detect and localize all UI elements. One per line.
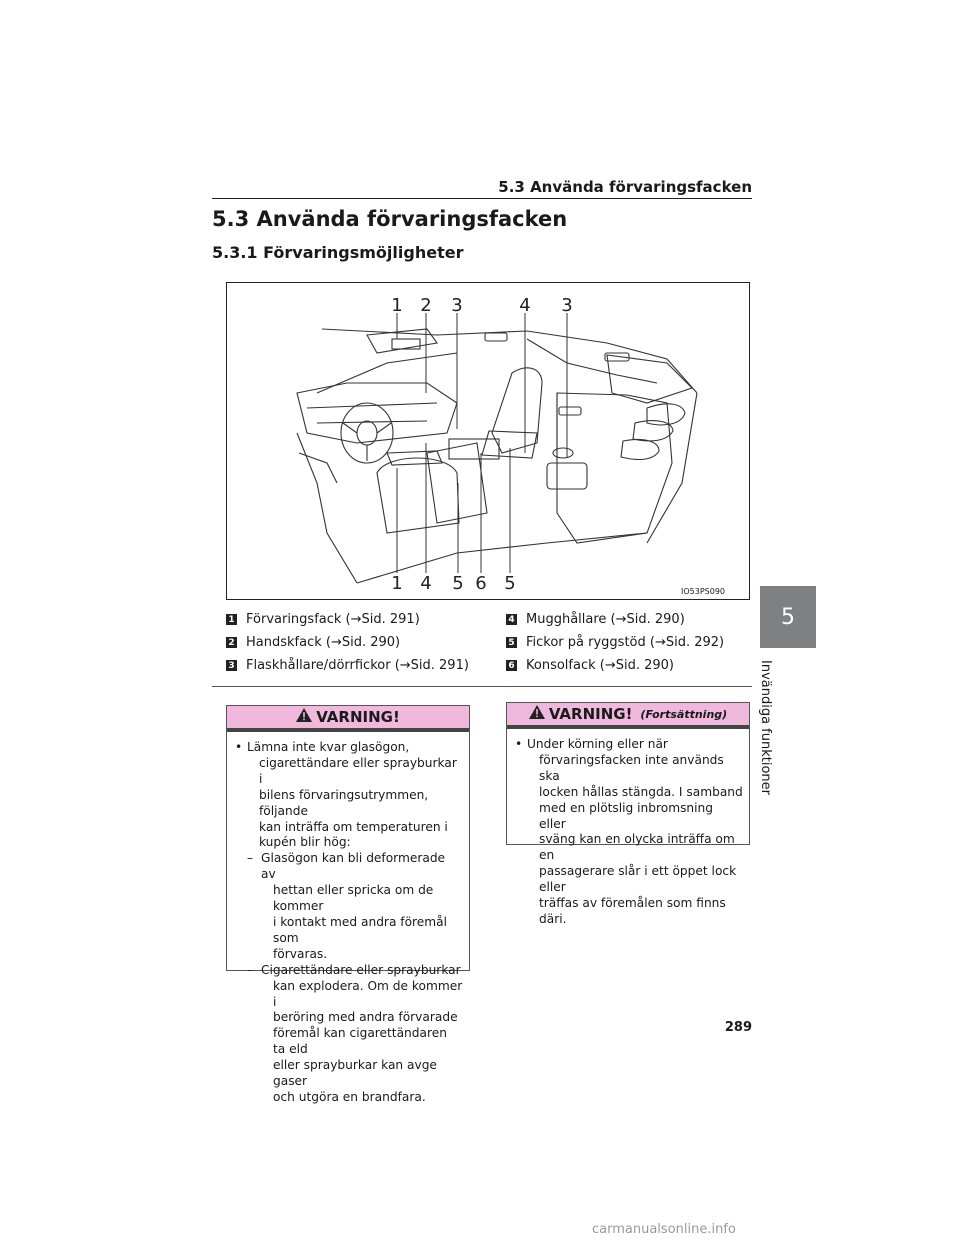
legend-right bbox=[506, 608, 756, 677]
header-rule bbox=[212, 198, 752, 199]
warning-triangle-icon bbox=[296, 708, 312, 726]
dash-line: Cigarettändare eller sprayburkar bbox=[261, 962, 461, 977]
number-badge: 2 bbox=[226, 637, 237, 648]
dash-line: förvaras. bbox=[273, 946, 328, 961]
warning-triangle-icon bbox=[529, 705, 545, 723]
number-badge: 1 bbox=[226, 614, 237, 625]
warning-dash-item: – Glasögon kan bli deformerade av hettan eller spricka om de kommer i kontakt med andra föremål som förvaras. bbox=[235, 851, 463, 962]
dash-line: i kontakt med andra föremål som bbox=[273, 914, 447, 945]
dash-line: eller sprayburkar kan avge gaser bbox=[273, 1058, 437, 1089]
bullet-line: cigarettändare eller sprayburkar i bbox=[259, 755, 457, 786]
watermark: carmanualsonline.info bbox=[592, 1222, 736, 1237]
chapter-tab: 5 bbox=[760, 586, 816, 648]
continued-label: (Fortsättning) bbox=[640, 707, 728, 721]
subsection-title: 5.3.1 Förvaringsmöjligheter bbox=[212, 243, 464, 262]
callout-bottom-1: 1 bbox=[391, 573, 403, 594]
bullet-line: förvaringsfacken inte används ska bbox=[539, 752, 724, 783]
legend-item bbox=[506, 631, 756, 654]
callout-top-3: 3 bbox=[451, 295, 463, 316]
dash-line: Glasögon kan bli deformerade av bbox=[261, 851, 446, 882]
dash-line: hettan eller spricka om de kommer bbox=[273, 883, 434, 914]
interior-figure bbox=[226, 282, 750, 600]
legend-text: Förvaringsfack (→Sid. 291) bbox=[246, 612, 420, 627]
bullet-line: bilens förvaringsutrymmen, följande bbox=[259, 787, 429, 818]
callout-top-4: 4 bbox=[519, 295, 531, 316]
legend-item bbox=[226, 631, 476, 654]
dash-line: kan explodera. Om de kommer i bbox=[273, 978, 463, 1009]
number-badge: 5 bbox=[506, 637, 517, 648]
callout-bottom-6: 6 bbox=[475, 573, 487, 594]
callout-top-1: 1 bbox=[391, 295, 403, 316]
legend-left bbox=[226, 608, 476, 677]
bullet-line: passagerare slår i ett öppet lock eller bbox=[539, 864, 737, 895]
legend-text: Handskfack (→Sid. 290) bbox=[246, 635, 401, 650]
warning-title: VARNING! bbox=[316, 708, 400, 726]
bullet-line: kan inträffa om temperaturen i bbox=[259, 819, 448, 834]
warning-bullet bbox=[515, 737, 743, 928]
dash-line: beröring med andra förvarade bbox=[273, 1010, 458, 1025]
warning-bullet bbox=[235, 740, 463, 851]
warning-body bbox=[507, 729, 749, 928]
callout-bottom-5: 5 bbox=[452, 573, 464, 594]
legend-item bbox=[506, 608, 756, 631]
bullet-line: • Lämna inte kvar glasögon, bbox=[247, 740, 410, 754]
chapter-label-text: Invändiga funktioner bbox=[758, 660, 773, 796]
bullet-line: locken hållas stängda. I samband bbox=[539, 784, 743, 799]
bullet-line: • Under körning eller när bbox=[527, 737, 668, 751]
warning-header bbox=[507, 703, 749, 729]
dash-line: och utgöra en brandfara. bbox=[273, 1089, 426, 1104]
warning-dash-item: – Cigarettändare eller sprayburkar kan explodera. Om de kommer i beröring med andra förvarade föremål kan cigarettändaren ta eld eller sprayburkar kan avge gaser och utgöra en brandfara. bbox=[247, 962, 463, 1104]
legend-text: Fickor på ryggstöd (→Sid. 292) bbox=[526, 635, 725, 650]
bullet-line: kupén blir hög: bbox=[259, 835, 351, 850]
section-title: 5.3 Använda förvaringsfacken bbox=[212, 207, 568, 231]
page-number: 289 bbox=[724, 1020, 752, 1035]
warning-box bbox=[226, 705, 470, 1104]
bullet-line: sväng kan en olycka inträffa om en bbox=[539, 832, 735, 863]
callout-top-3b: 3 bbox=[561, 295, 573, 316]
legend-item bbox=[506, 654, 756, 677]
callout-bottom-4: 4 bbox=[420, 573, 432, 594]
running-header: 5.3 Använda förvaringsfacken bbox=[498, 178, 752, 196]
legend-text: Mugghållare (→Sid. 290) bbox=[526, 612, 685, 627]
legend-item bbox=[226, 608, 476, 631]
figure-code: IO53PS090 bbox=[680, 587, 725, 596]
bullet-line: med en plötslig inbromsning eller bbox=[539, 800, 714, 831]
warning-body bbox=[227, 732, 469, 1106]
legend-item bbox=[226, 654, 476, 677]
chapter-label bbox=[758, 660, 780, 800]
warning-title: VARNING! bbox=[548, 705, 633, 723]
section-divider bbox=[212, 686, 752, 687]
car-interior-illustration bbox=[227, 283, 749, 599]
callout-bottom-5b: 5 bbox=[504, 573, 516, 594]
number-badge: 3 bbox=[226, 660, 237, 671]
legend-text: Konsolfack (→Sid. 290) bbox=[526, 658, 674, 673]
number-badge: 4 bbox=[506, 614, 517, 625]
warning-box-continued bbox=[506, 702, 750, 926]
number-badge: 6 bbox=[506, 660, 517, 671]
bullet-line: träffas av föremålen som finns däri. bbox=[539, 896, 726, 926]
legend-text: Flaskhållare/dörrfickor (→Sid. 291) bbox=[246, 658, 469, 673]
warning-header bbox=[227, 706, 469, 732]
dash-line: föremål kan cigarettändaren ta eld bbox=[273, 1026, 447, 1057]
callout-top-2: 2 bbox=[420, 295, 432, 316]
